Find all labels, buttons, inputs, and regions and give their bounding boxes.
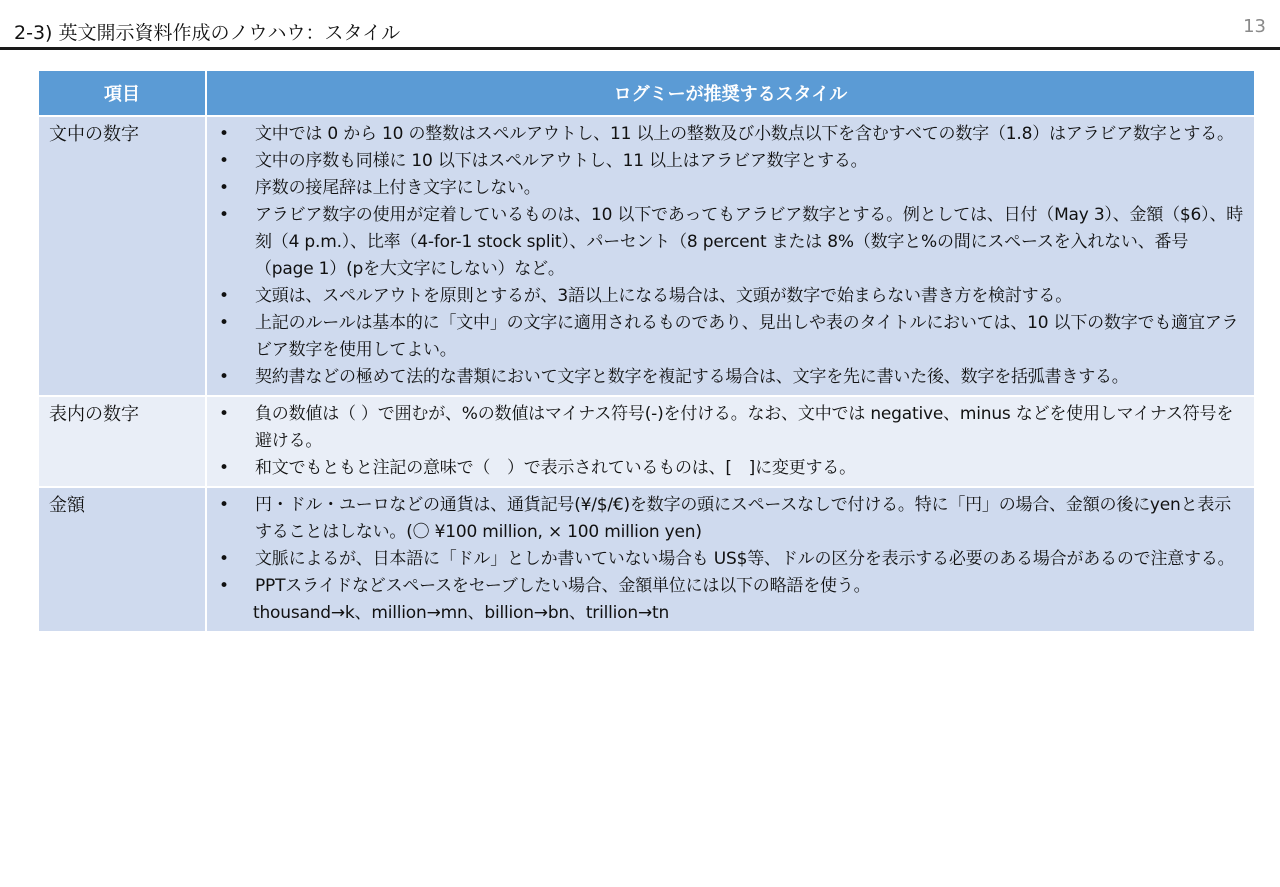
list-item: • 文脈によるが、日本語に「ドル」としか書いていない場合も US$等、ドルの区分を表示する必要のある場合があるので注意する。 xyxy=(219,546,1246,573)
style-cell xyxy=(206,487,1255,632)
item-cell: 表内の数字 xyxy=(38,396,206,487)
list-item: • 文中の序数も同様に 10 以下はスペルアウトし、11 以上はアラビア数字とする。 xyxy=(219,148,1246,175)
table-row-numbers-in-text xyxy=(38,116,1255,396)
bullet-list xyxy=(219,492,1246,600)
list-item: • 円・ドル・ユーロなどの通貨は、通貨記号(¥/$/€)を数字の頭にスペースなしで付ける。特に「円」の場合、金額の後にyenと表示することはしない。(〇 ¥100 million, × 100 million yen) xyxy=(219,492,1246,546)
slide-title: 2-3) 英文開示資料作成のノウハウ：スタイル xyxy=(14,22,401,44)
table-header-row xyxy=(38,70,1255,116)
list-item: • 文頭は、スペルアウトを原則とするが、3語以上になる場合は、文頭が数字で始まらない書き方を検討する。 xyxy=(219,283,1246,310)
abbreviation-list: thousand→k、million→mn、billion→bn、trillion→tn xyxy=(253,603,670,623)
list-item: • PPTスライドなどスペースをセーブしたい場合、金額単位には以下の略語を使う。 xyxy=(219,573,1246,600)
table-row-amounts xyxy=(38,487,1255,632)
list-item: • 契約書などの極めて法的な書類において文字と数字を複記する場合は、文字を先に書いた後、数字を括弧書きする。 xyxy=(219,364,1246,391)
list-item: • 負の数値は（ ）で囲むが、%の数値はマイナス符号(-)を付ける。なお、文中では negative、minus などを使用しマイナス符号を避ける。 xyxy=(219,401,1246,455)
list-item: • 序数の接尾辞は上付き文字にしない。 xyxy=(219,175,1246,202)
style-guide-table xyxy=(37,69,1256,633)
list-item: • 和文でもともと注記の意味で（ ）で表示されているものは、[ ]に変更する。 xyxy=(219,455,1246,482)
title-divider xyxy=(0,47,1280,50)
slide-header xyxy=(0,0,1280,52)
header-recommended-style: ログミーが推奨するスタイル xyxy=(206,70,1255,116)
page-number: 13 xyxy=(1243,16,1266,37)
bullet-list xyxy=(219,401,1246,482)
item-cell: 文中の数字 xyxy=(38,116,206,396)
style-cell xyxy=(206,396,1255,487)
item-cell: 金額 xyxy=(38,487,206,632)
table-row-numbers-in-tables xyxy=(38,396,1255,487)
list-item: • 上記のルールは基本的に「文中」の文字に適用されるものであり、見出しや表のタイトルにおいては、10 以下の数字でも適宜アラビア数字を使用してよい。 xyxy=(219,310,1246,364)
list-item: • アラビア数字の使用が定着しているものは、10 以下であってもアラビア数字とする。例としては、日付（May 3）、金額（$6）、時刻（4 p.m.）、比率（4-for-1 stock split）、パーセント（8 percent または 8%（数字と%の間にスペースを入れない、番号（page 1）(pを大文字にしない）など。 xyxy=(219,202,1246,283)
header-item: 項目 xyxy=(38,70,206,116)
style-cell xyxy=(206,116,1255,396)
bullet-list xyxy=(219,121,1246,391)
list-item: • 文中では 0 から 10 の整数はスペルアウトし、11 以上の整数及び小数点以下を含むすべての数字（1.8）はアラビア数字とする。 xyxy=(219,121,1246,148)
